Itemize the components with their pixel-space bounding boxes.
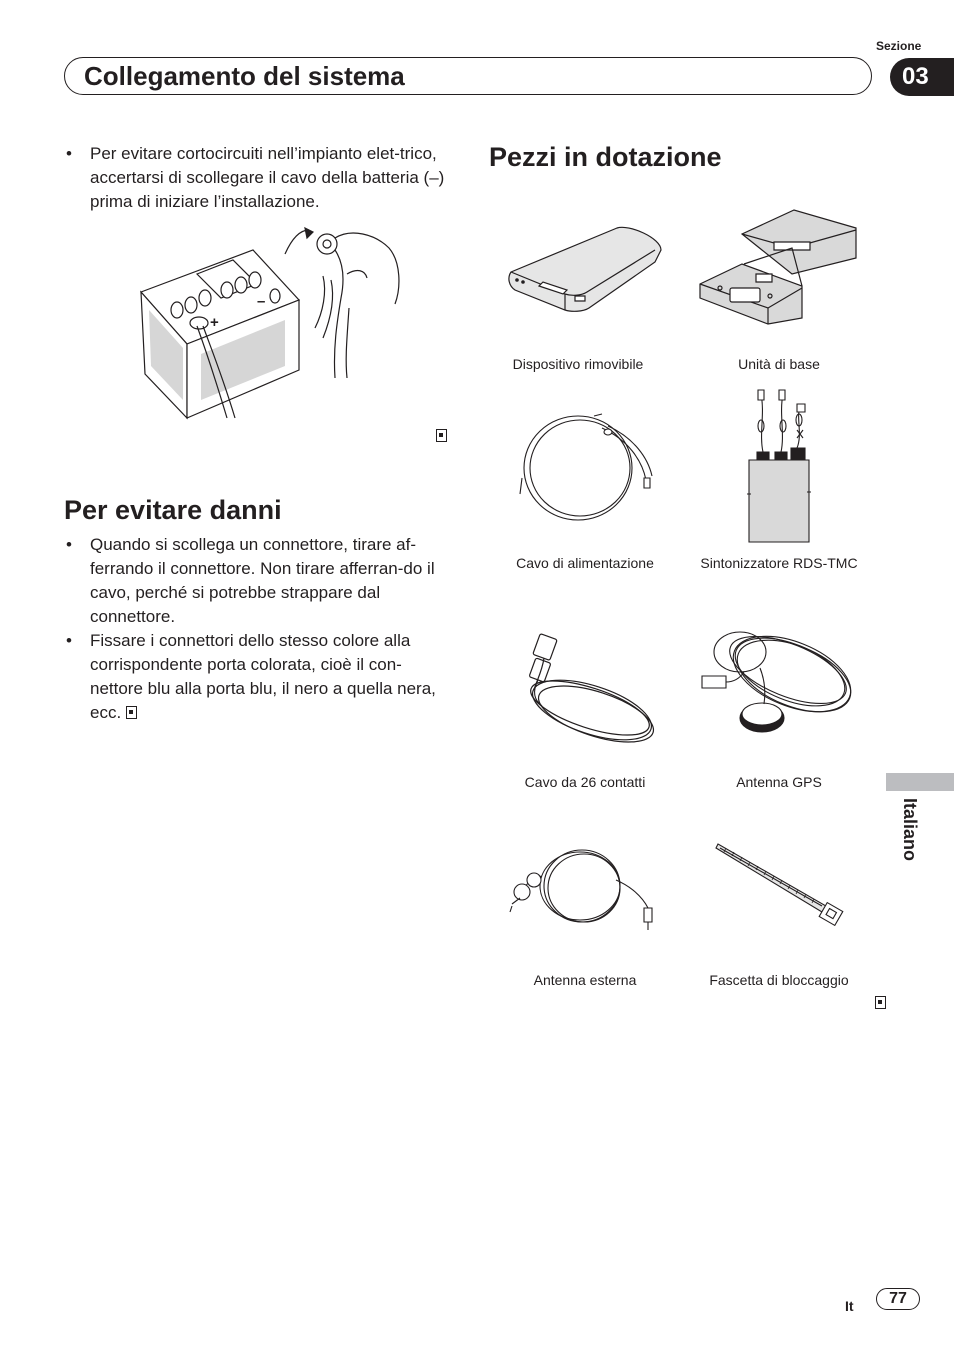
battery-minus-sign: – — [257, 293, 266, 310]
section-heading-per-evitare-danni: Per evitare danni — [64, 495, 282, 525]
language-tab-marker — [886, 773, 954, 791]
end-of-section-icon — [436, 429, 447, 442]
danni-bullet-item: • Quando si scollega un connettore, tirare af-ferrando il connettore. Non tirare afferran-do il cavo, perché si potrebbe strappare dal connettore. — [64, 533, 454, 629]
rds-tmc-tuner-illustration — [745, 390, 813, 546]
end-of-section-icon — [126, 706, 137, 719]
page-number: 77 — [876, 1288, 920, 1310]
end-of-section-icon — [875, 996, 886, 1009]
language-code: It — [845, 1298, 854, 1314]
language-label: Italiano — [900, 798, 920, 862]
item-caption: Antenna esterna — [533, 972, 637, 988]
danni-bullet-text: Fissare i connettori dello stesso colore alla corrispondente porta colorata, cioè il con-nettore blu alla porta blu, il nero a quella nera, ecc. — [90, 631, 436, 722]
cable-tie-illustration — [714, 842, 846, 930]
battery-disconnect-illustration — [135, 228, 410, 423]
item-caption: Antenna GPS — [736, 774, 822, 790]
intro-bullet-item: • Per evitare cortocircuiti nell’impianto elet-trico, accertarsi di scollegare il cavo della batteria (–) prima di iniziare l’installazione. — [64, 142, 450, 214]
item-caption: Dispositivo rimovibile — [512, 356, 644, 372]
power-cable-illustration — [518, 410, 658, 525]
item-caption: Cavo di alimentazione — [516, 555, 654, 571]
item-caption: Cavo da 26 contatti — [524, 774, 646, 790]
26-pin-cable-illustration — [512, 632, 660, 742]
battery-plus-sign: + — [210, 314, 219, 331]
page-title: Collegamento del sistema — [84, 61, 405, 91]
danni-bullet-list — [64, 533, 454, 725]
removable-device-illustration — [505, 224, 665, 314]
item-caption: Sintonizzatore RDS-TMC — [700, 555, 858, 571]
intro-bullet-list — [64, 142, 450, 214]
item-caption: Fascetta di bloccaggio — [709, 972, 849, 988]
section-heading-pezzi-in-dotazione: Pezzi in dotazione — [489, 142, 722, 172]
base-unit-illustration — [698, 208, 860, 328]
gps-antenna-illustration — [700, 628, 860, 744]
section-number-badge: 03 — [890, 58, 954, 96]
item-caption: Unità di base — [738, 356, 820, 372]
external-antenna-illustration — [508, 846, 663, 936]
danni-bullet-item — [64, 629, 454, 725]
sezione-label: Sezione — [876, 39, 922, 53]
